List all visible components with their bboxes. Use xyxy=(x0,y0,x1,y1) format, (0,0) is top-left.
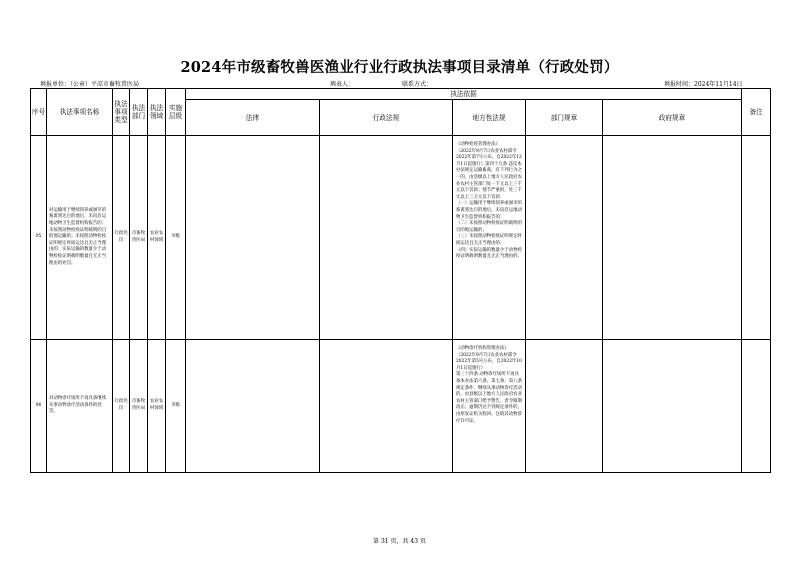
header-dept: 执法部门 xyxy=(130,89,148,136)
row-dept-rule xyxy=(526,340,603,473)
basis-line: （一）运输用于继续饲养或屠宰的畜禽到达目的地后，未向启运地动物卫生监督机构报告的； xyxy=(456,201,522,220)
basis-line: （2022年9月7日农业农村部令2022年第7号公布，自2022年12月1日起施行）第四十九条 违反本办法规定运输畜禽，有下列行为之一的，由县级以上地方人民政府农业农村主管部门处一千元以上三千元以下罚款；情节严重的，处三千元以上三万元以下罚款： xyxy=(456,148,522,200)
header-field: 执法领域 xyxy=(148,89,166,136)
row-remark xyxy=(742,340,771,473)
row-dept-rule xyxy=(526,136,603,340)
reporting-unit: 填报单位：（公章）平凉市畜牧兽医局 xyxy=(40,81,140,88)
row-field: 农业农村领域 xyxy=(148,340,166,473)
basis-line: （三）未按照动物检疫证明规定时间运达且无正当理由的； xyxy=(456,234,522,246)
header-remark: 备注 xyxy=(742,89,771,136)
report-date: 填报时间：2024年11月14日 xyxy=(664,81,743,88)
row-type: 行政处罚 xyxy=(113,340,130,473)
header-seq: 序号 xyxy=(31,89,47,136)
row-gov-rule xyxy=(603,136,742,340)
filler-label: 填表人： xyxy=(330,81,355,88)
row-law xyxy=(186,136,320,340)
row-remark xyxy=(742,136,771,340)
row-seq: 96 xyxy=(31,340,47,473)
row-seq: 95 xyxy=(31,136,47,340)
contact-label: 联系方式： xyxy=(402,81,433,88)
row-field: 农业农村领域 xyxy=(148,136,166,340)
table-row xyxy=(31,340,771,473)
basis-line: 《动物诊疗机构管理办法》（2022年9月7日农业农村部令2022年第5号公布，自2022年10月1日起施行） xyxy=(456,346,522,371)
row-dept: 市畜牧兽医局 xyxy=(130,340,148,473)
row-admin-reg xyxy=(320,340,453,473)
page-number: 第 31 页，共 43 页 xyxy=(373,538,426,545)
header-admin-reg: 行政法规 xyxy=(320,100,453,136)
header-level: 实施层级 xyxy=(166,89,186,136)
row-level: 市级 xyxy=(166,340,186,473)
row-type: 行政处罚 xyxy=(113,136,130,340)
header-row-1 xyxy=(31,89,771,100)
header-local-reg: 地方性法规 xyxy=(453,100,526,136)
enforcement-table xyxy=(30,88,771,473)
header-type: 执法事项类型 xyxy=(113,89,130,136)
row-level: 市级 xyxy=(166,136,186,340)
row-dept: 市畜牧兽医局 xyxy=(130,136,148,340)
header-law: 法律 xyxy=(186,100,320,136)
row-local-reg xyxy=(453,340,526,473)
header-gov-rule: 政府规章 xyxy=(603,100,742,136)
basis-line: （二）未按照动物检疫证明载明的目的地运输的； xyxy=(456,221,522,233)
basis-line: 《动物检疫管理办法》 xyxy=(456,142,500,147)
row-name: 对运输用于继续饲养或屠宰的畜禽到达目的地后，未向启运地动物卫生监督机构报告的；未按照动物检疫证明载明的目的地运输的；未按照动物检疫证明规定时间运达且无正当理由的；实际运输的数量少于动物检疫证明载明数量且无正当理由的处罚。 xyxy=(47,136,113,340)
header-basis: 执法依据 xyxy=(186,89,742,100)
row-law xyxy=(186,340,320,473)
basis-line: （四）实际运输的数量少于动物检疫证明载明数量且无正当理由的。 xyxy=(456,247,522,260)
row-local-reg xyxy=(453,136,526,340)
page-title: 2024年市级畜牧兽医渔业行业行政执法事项目录清单（行政处罚） xyxy=(180,59,619,76)
row-name: 对动物诊疗场所不再具备继续从事动物诊疗活动条件的处罚。 xyxy=(47,340,113,473)
row-gov-rule xyxy=(603,340,742,473)
header-name: 执法事项名称 xyxy=(47,89,113,136)
basis-line: 第三十四条 动物诊疗场所不再具备本办法第六条、第七条、第八条规定条件，继续从事动物诊疗活动的，由县级以上地方人民政府农业农村主管部门给予警告，责令限期改正；逾期仍达不到规定条件的，由原发证机关收回、注销其动物诊疗许可证。 xyxy=(456,372,522,424)
table-row xyxy=(31,136,771,340)
row-admin-reg xyxy=(320,136,453,340)
header-dept-rule: 部门规章 xyxy=(526,100,603,136)
